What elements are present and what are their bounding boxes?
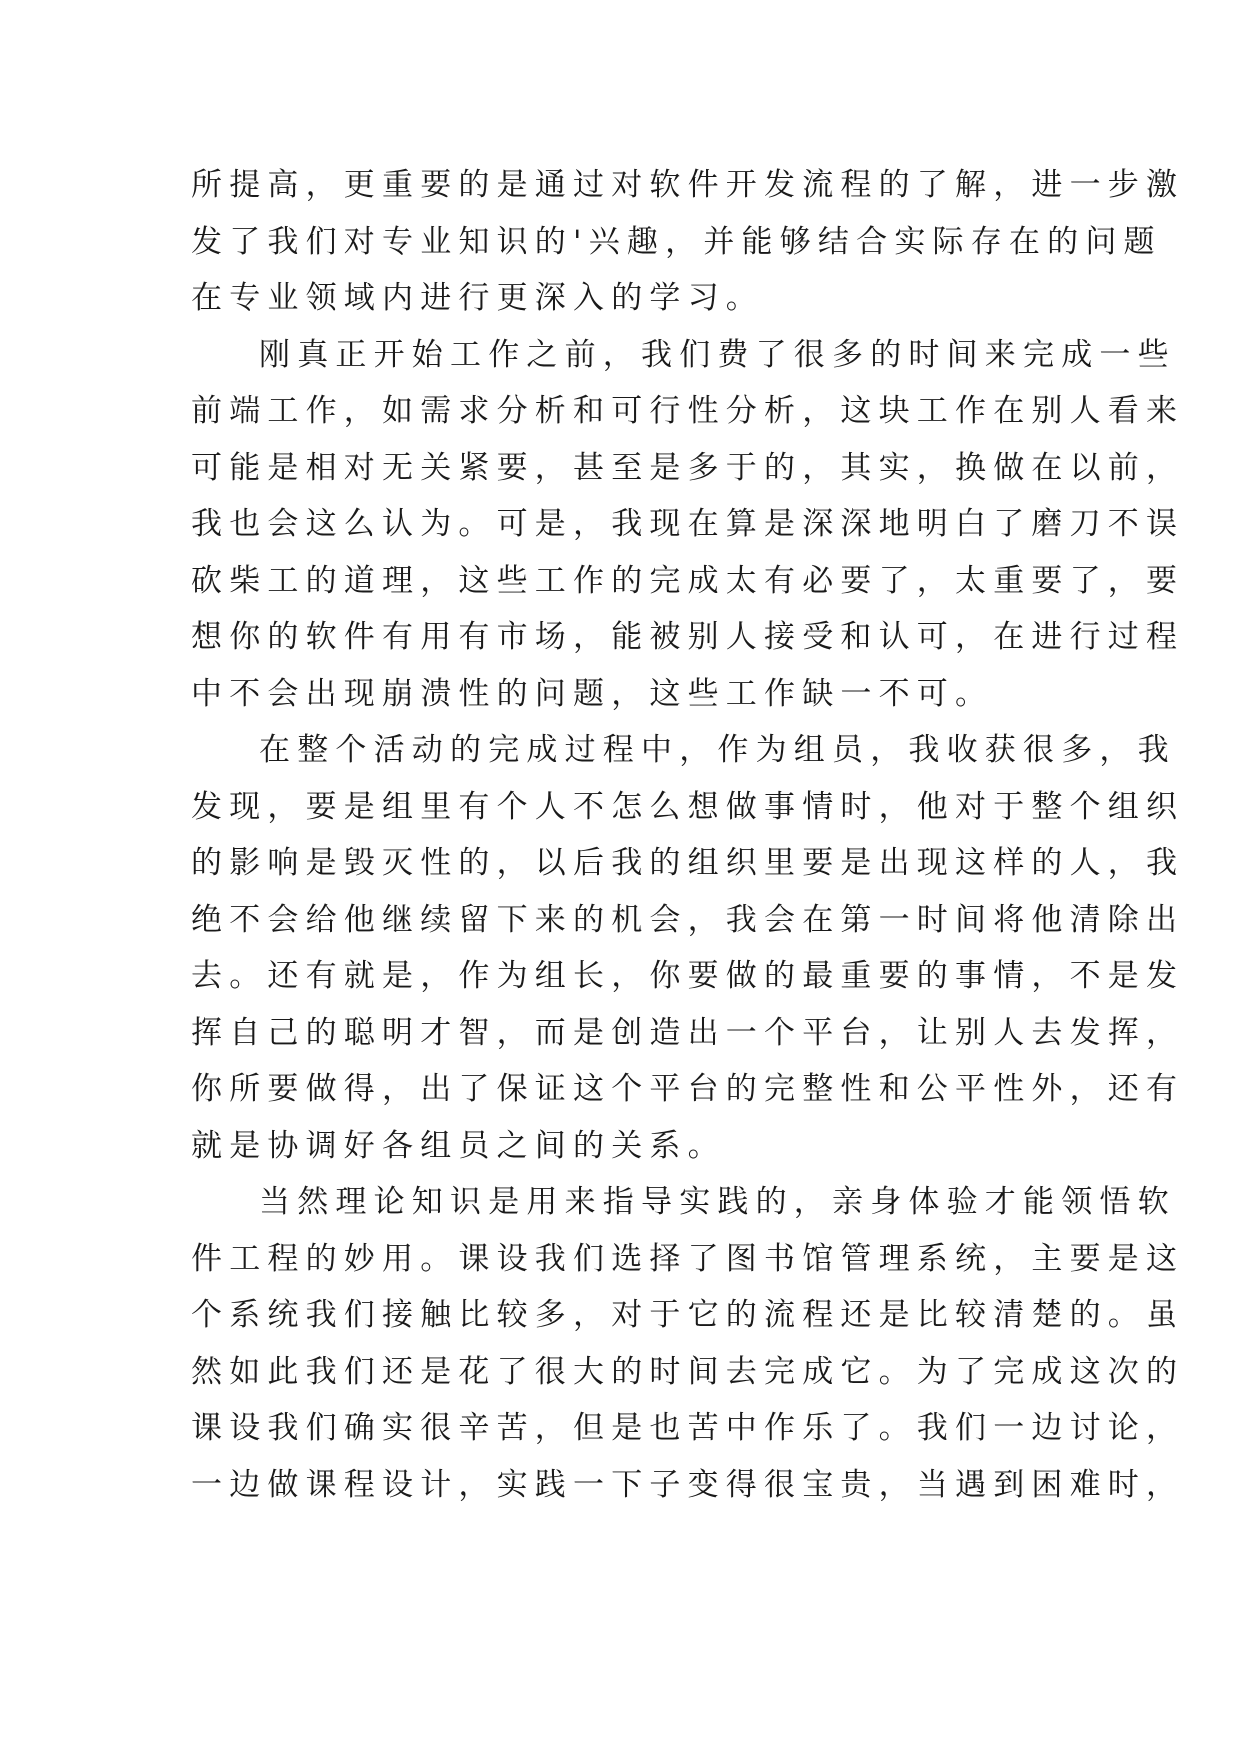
paragraph [191, 1174, 1185, 1513]
text-line: 的影响是毁灭性的，以后我的组织里要是出现这样的人，我 [191, 845, 1185, 881]
text-line: 中不会出现崩溃性的问题，这些工作缺一不可。 [191, 675, 994, 712]
text-line: 刚真正开始工作之前，我们费了很多的时间来完成一些 [259, 336, 1176, 373]
text-line: 当然理论知识是用来指导实践的，亲身体验才能领悟软 [259, 1184, 1176, 1220]
paragraph [191, 722, 1185, 1174]
text-line: 我也会这么认为。可是，我现在算是深深地明白了磨刀不误 [191, 506, 1185, 542]
text-line: 砍柴工的道理，这些工作的完成太有必要了，太重要了，要 [191, 562, 1185, 599]
text-line: 一边做课程设计，实践一下子变得很宝贵，当遇到困难时， [191, 1466, 1185, 1503]
text-line: 去。还有就是，作为组长，你要做的最重要的事情，不是发 [191, 958, 1185, 994]
text-line: 发了我们对专业知识的'兴趣，并能够结合实际存在的问题 [191, 223, 1162, 260]
text-line: 个系统我们接触比较多，对于它的流程还是比较清楚的。虽 [191, 1297, 1185, 1333]
text-line: 然如此我们还是花了很大的时间去完成它。为了完成这次的 [191, 1353, 1185, 1390]
body-text [191, 157, 1185, 1513]
paragraph [191, 157, 1185, 327]
text-line: 件工程的妙用。课设我们选择了图书馆管理系统，主要是这 [191, 1240, 1185, 1277]
text-line: 挥自己的聪明才智，而是创造出一个平台，让别人去发挥， [191, 1014, 1185, 1051]
text-line: 课设我们确实很辛苦，但是也苦中作乐了。我们一边讨论， [191, 1410, 1185, 1446]
text-line: 前端工作，如需求分析和可行性分析，这块工作在别人看来 [191, 393, 1185, 429]
text-line: 想你的软件有用有市场，能被别人接受和认可，在进行过程 [191, 619, 1185, 655]
text-line: 发现，要是组里有个人不怎么想做事情时，他对于整个组织 [191, 788, 1185, 825]
paragraph [191, 327, 1185, 723]
text-line: 在专业领域内进行更深入的学习。 [191, 280, 764, 316]
text-line: 在整个活动的完成过程中，作为组员，我收获很多，我 [259, 732, 1176, 768]
text-line: 就是协调好各组员之间的关系。 [191, 1127, 726, 1164]
text-line: 你所要做得，出了保证这个平台的完整性和公平性外，还有 [191, 1071, 1185, 1107]
text-line: 可能是相对无关紧要，甚至是多于的，其实，换做在以前， [191, 449, 1185, 486]
text-line: 所提高，更重要的是通过对软件开发流程的了解，进一步激 [191, 167, 1185, 203]
text-line: 绝不会给他继续留下来的机会，我会在第一时间将他清除出 [191, 901, 1185, 938]
